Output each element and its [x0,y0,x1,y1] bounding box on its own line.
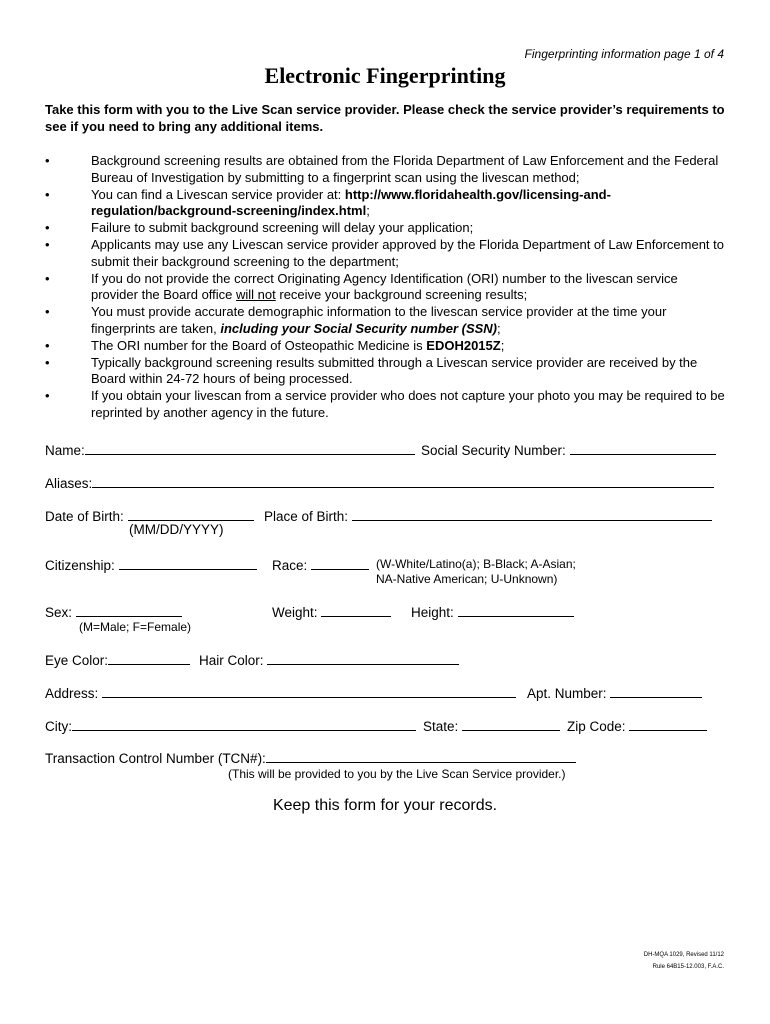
state-field[interactable] [462,717,560,731]
sex-field[interactable] [76,603,182,617]
state-label: State: [423,719,459,734]
eye-color-field[interactable] [108,651,190,665]
ori-number: EDOH2015Z [426,337,501,353]
list-item: • The ORI number for the Board of Osteopathic Medicine is EDOH2015Z; [45,338,725,355]
name-row [45,441,415,458]
list-item: • Background screening results are obtained from the Florida Department of Law Enforcement and the Federal Bureau of Investigation by submitting to a fingerprint scan using the livescan method; [45,153,725,187]
eye-color-row [45,651,190,668]
race-field[interactable] [311,556,369,570]
name-label: Name: [45,443,85,458]
tcn-note: (This will be provided to you by the Live Scan Service provider.) [228,767,566,781]
list-item: • If you do not provide the correct Originating Agency Identification (ORI) number to the livescan service provider the Board office will not receive your background screening results; [45,271,725,305]
form-id: DH-MQA 1029, Revised 11/12 [643,952,724,958]
weight-row [272,603,391,620]
weight-label: Weight: [272,605,318,620]
hair-color-label: Hair Color: [199,653,264,668]
race-options-2: NA-Native American; U-Unknown) [376,572,558,586]
keep-form-note: Keep this form for your records. [272,797,498,814]
address-label: Address: [45,686,99,701]
sex-label: Sex: [45,605,73,620]
apt-label: Apt. Number: [527,686,607,701]
ssn-field[interactable] [570,441,716,455]
pob-field[interactable] [352,507,712,521]
tcn-row [45,749,576,766]
aliases-row [45,474,714,491]
citizenship-field[interactable] [119,556,257,570]
hair-color-field[interactable] [267,651,459,665]
list-item: • You can find a Livescan service provider at: http://www.floridahealth.gov/licensing-and-regulation/background-screening/index.html; [45,187,725,221]
list-item: • You must provide accurate demographic information to the livescan service provider at the time your fingerprints are taken, including your Social Security number (SSN); [45,304,725,338]
document-title: Electronic Fingerprinting [264,63,506,88]
aliases-field[interactable] [92,474,714,488]
ssn-row [421,441,716,458]
tcn-label: Transaction Control Number (TCN#): [45,751,266,766]
height-label: Height: [411,605,454,620]
name-field[interactable] [85,441,415,455]
zip-label: Zip Code: [567,719,626,734]
instruction-list [45,153,725,422]
list-item: • If you obtain your livescan from a service provider who does not capture your photo you may be required to be reprinted by another agency in the future. [45,388,725,422]
dob-field[interactable] [128,507,254,521]
citizenship-row [45,556,257,573]
height-row [411,603,574,620]
intro-text: Take this form with you to the Live Scan service provider. Please check the service provider’s requirements to see if you need to bring any additional items. [45,102,725,134]
rule-citation: Rule 64B15-12.003, F.A.C. [652,964,724,970]
height-field[interactable] [458,603,574,617]
address-row [45,684,516,701]
race-options-1: (W-White/Latino(a); B-Black; A-Asian; [376,557,576,571]
tcn-field[interactable] [266,749,576,763]
sex-options: (M=Male; F=Female) [79,620,192,634]
race-row [272,556,369,573]
race-label: Race: [272,558,308,573]
city-field[interactable] [72,717,416,731]
page-info: Fingerprinting information page 1 of 4 [524,47,724,61]
city-label: City: [45,719,72,734]
list-item: • Failure to submit background screening will delay your application; [45,220,725,237]
pob-row [264,507,712,524]
eye-color-label: Eye Color: [45,653,109,668]
weight-field[interactable] [321,603,391,617]
dob-label: Date of Birth: [45,509,124,524]
citizenship-label: Citizenship: [45,558,115,573]
pob-label: Place of Birth: [264,509,349,524]
provider-link[interactable]: http://www.floridahealth.gov/licensing-and-regulation/background-screening/index.html [91,186,611,219]
list-item: • Applicants may use any Livescan service provider approved by the Florida Department of Law Enforcement to submit their background screening to the department; [45,237,725,271]
aliases-label: Aliases: [45,476,93,491]
ssn-label: Social Security Number: [421,443,566,458]
apt-field[interactable] [610,684,702,698]
dob-format: (MM/DD/YYYY) [129,522,224,537]
address-field[interactable] [102,684,516,698]
zip-field[interactable] [629,717,707,731]
state-row [423,717,560,734]
sex-row [45,603,182,620]
city-row [45,717,416,734]
list-item: • Typically background screening results submitted through a Livescan service provider are received by the Board within 24-72 hours of being processed. [45,355,725,389]
hair-color-row [199,651,459,668]
apt-row [527,684,702,701]
zip-row [567,717,707,734]
